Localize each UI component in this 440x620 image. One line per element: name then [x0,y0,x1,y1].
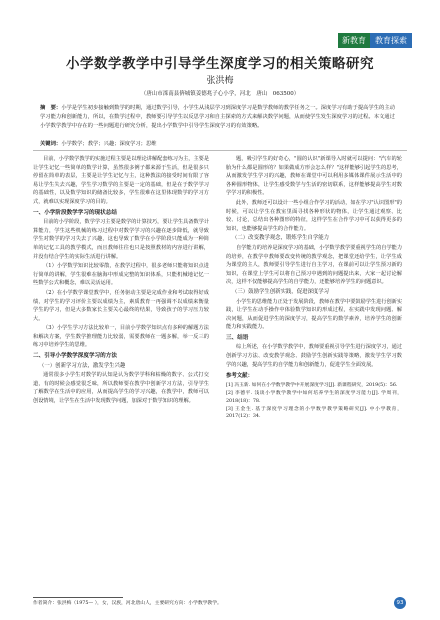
keywords-label: 关键词： [40,141,62,147]
reference-item: [2] 李德平. 浅谈小学数学教学中如何培养学生的深度学习能力[J]. 学周刊，2018(18)：78. [226,391,402,404]
author-footnote: 作者简介：张洪梅（1975— ），女，汉族，河北唐山人，主要研究方向：小学数学教学。 [33,601,222,606]
body-paragraph: 小学生的思维能力正处于发展阶段，教师在教学中要鼓励学生进行创新实践，让学生在动手操作中体验数学知识的形成过程，在实践中发现问题、解决问题，从而促进学生的深度学习，提高学生的数学素养，培养学生的创新能力和实践能力。 [226,298,403,331]
keywords-text: 小学数学；教学；兴趣；深度学习；思维 [61,141,157,147]
body-paragraph: 此外，教师还可以设计一些小组合作学习的活动，如在学习"认识图形"的时候，可以让学生在教室里面寻找各种形状的物体，让学生通过观察、比较、讨论，总结出各种图形的特征，这样学生在合作学习中可以获得更多的知识，也能够提高学生的合作能力。 [226,199,402,232]
body-paragraph: 自学能力的培养是深度学习的基础，小学数学教学要重视学生的自学能力的培养，在教学中教师要改变传统的教学观念，把课堂还给学生，让学生成为课堂的主人，教师要引导学生进行自主学习，在课前可以让学生预习新的知识，在课堂上学生可以将自己预习中遇到的问题提出来，大家一起讨论解决，这样不仅能够提高学生的自学能力，还能够培养学生的问题意识。 [226,244,403,286]
section-1-heading: 一、小学阶段数学学习的现状总结 [33,209,117,216]
reference-item: [1] 冯玉新. 如何在小学数学教学中开展深度学习[J]. 新课程研究，2019(5)：56. [226,382,398,388]
section-1-paragraph: （1）小学数学知识比较零散，在教学过程中，很多老师只能将知识点进行简单的讲解，学生很难在脑海中形成完整的知识体系，只能机械地记忆一些数学公式和概念，难以灵活运用。 [33,263,209,287]
conclusion-heading: 三、结语 [226,334,249,341]
keywords [40,140,400,148]
abstract-text: 小学是学生初步接触到数学的时期，通过数学引导，小学生从浅层学习到深度学习是数学教师的教学任务之一。深度学习有助于提高学生的主动学习能力和创新能力，所以，在数学过程中，教师要引导学生以反思学习和自主探索的方式来解决数学问题，从而使学生发生深度学习的过程。本文通过小学数学教学中存在的一些问题进行研究分析，提出小学数学中引导学生深度学习的有效策略。 [40,105,395,129]
section-2-heading: 二、引导小学数学深度学习的方法 [33,353,117,360]
section-tag-secondary: 教育探索 [370,33,412,48]
section-2-paragraph: 通常很多小学生对数学的认知是认为数学学科和枯燥的数字、公式打交道，有的时候会感觉很乏味，所以教师要在教学中创新学习方法，引导学生了解数学在生活中的应用，从而提高学生的学习兴趣，在教学中，教师可以创设情境，让学生在生活中发现数学问题，加深对于数学知识的理解。 [33,372,209,405]
intro-paragraph: 目前，小学数学教学的实施过程主要是以理论讲解配套练习为主，主要是让学生记忆一些简单的数学计算，虽然很多例子都来源于生活，但是很多只停留在简单的表层，主要是让学生记忆与主，这种教法的接受时间有限了容易让学生失去兴趣，学生学习数学的主要是一定的基础，但是在于数学学习的基础性，以及数学知识的储备比较多，学生很难在这里体现数学的学习方式，就难以实现深度学习的目的。 [33,156,210,205]
footnote-divider [33,597,123,598]
page-number: 93 [394,597,406,609]
left-column [33,155,209,407]
section-1-paragraph: （3）小学生学习方法比较单一，目前小学数学知识点有多种的解题方法和解决方案，学生数学推理能力比较弱，需要教师在一题多解，举一反三的练习中培养学生的思维。 [33,325,209,349]
conclusion-paragraph: 综上所述，在小学数学教学中，教师要重视引导学生进行深度学习，通过创新学习方法、改变教学观念、鼓励学生创新实践等策略，激发学生学习数学的兴趣，提高学生的自学能力和创新能力，促进学生全面发展。 [226,344,403,368]
article-title: 小学数学教学中引导学生深度学习的相关策略研究 [66,56,374,72]
header-divider [33,150,407,151]
author-affiliation: （唐山市滦南县倴城镇姜德兆子心小学，河北 唐山 063500） [140,91,300,97]
section-2-subheading: （一）创新学习方法，激发学生兴趣 [39,362,126,369]
references-heading: 参考文献： [226,373,253,380]
abstract-label: 摘 要： [40,105,62,111]
subsection-heading: （三）鼓励学生创新实践，促进深度学习 [232,288,330,295]
body-paragraph: 题，吸引学生的好奇心，"圆的认识"新课导入时就可以提问："汽车的轮胎为什么都是圆形的？如果做成方形会怎么样？"这样能够引起学生的思考，从而激发学生学习的兴趣，教师在课堂中可以利用多媒体课件展示生活中的各种圆形物体，让学生感受数学与生活的密切联系，这样能够提高学生对数学学习的积极性。 [226,156,402,197]
abstract [40,104,400,130]
section-1-paragraph: （2）在小学数学课堂教学中，任务驱动主要是完成作业和考试取得好成绩，对学生的学习评价主要以成绩为主，素质教育一再强调不以成绩来衡量学生的学习，但是大多数家长主要关心最终的结果，导致孩子的学习压力较大。 [33,289,209,322]
reference-item: [3] 王金生. 基于深度学习理念的小学数学教学策略研究[J]. 中小学教育，2017(12)：34. [226,407,402,420]
right-column [226,155,402,422]
subsection-heading: （二）改变教学观念，锻炼学生自学能力 [232,235,330,242]
section-tag [338,33,412,48]
section-tag-primary: 新教育 [338,33,370,48]
section-1-paragraph: 目前的小学阶段，数学学习主要是数学的计算技巧，要让学生具备数学计算能力，学生这些机械的练习过程中对数学学习的兴趣在逐步降低，就导致学生对数学的学习失去了兴趣，这也导致了数学在小学阶段只能成为一种简单的记忆工具的教学模式，而且教师往往也只是按照教材的内容进行讲解，并没有结合学生的实际生活进行讲解。 [33,219,210,260]
article-author: 张洪梅 [206,76,234,86]
